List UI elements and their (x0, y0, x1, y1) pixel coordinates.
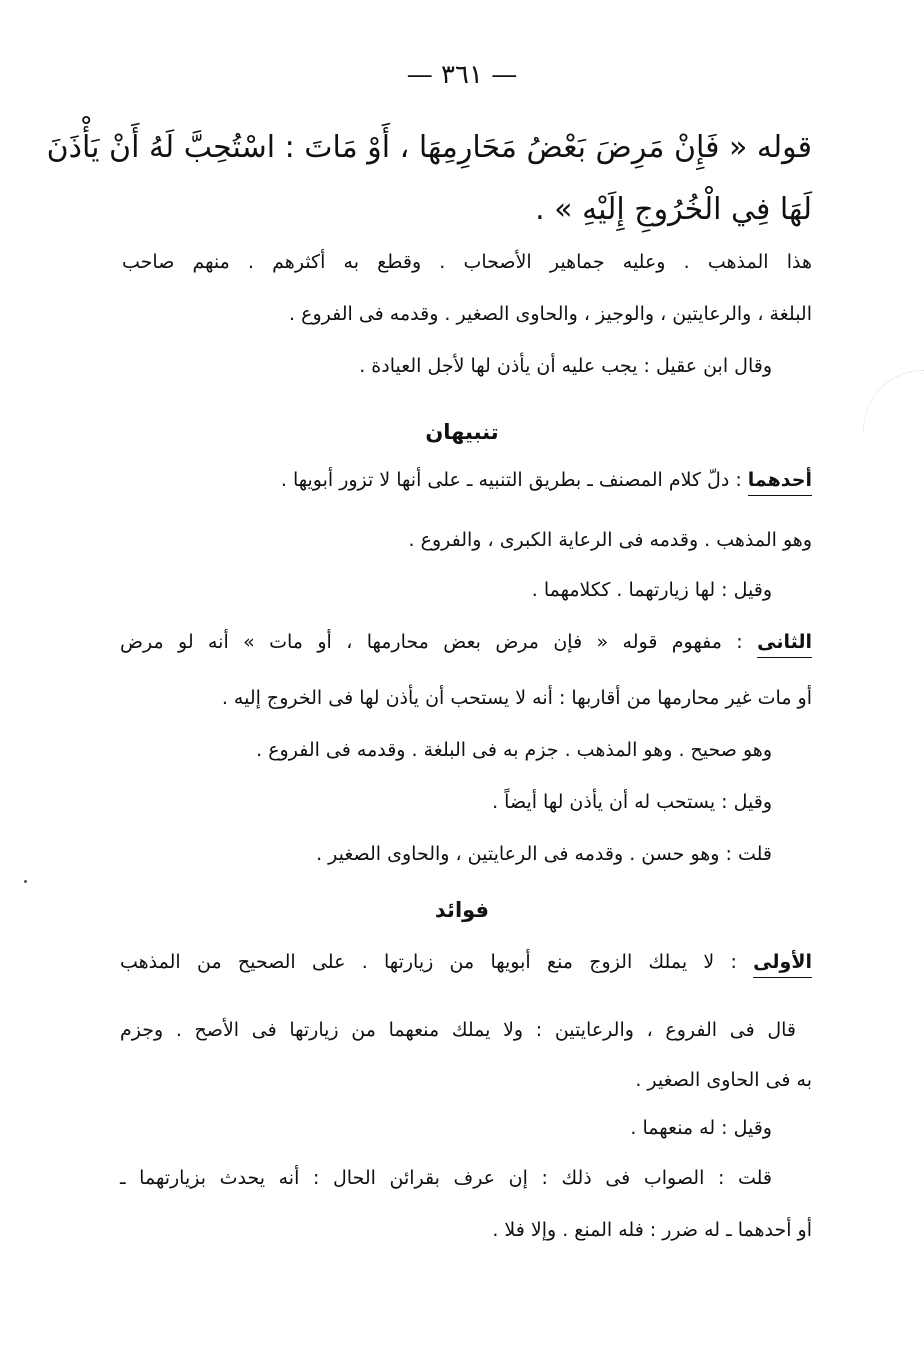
note-2-line-2: أو مات غير محارمها من أقاربها : أنه لا يستحب أن يأذن لها فى الخروج إليه . (221, 687, 812, 709)
scan-artifact (863, 370, 924, 431)
page-number: — ٣٦١ — (406, 60, 518, 90)
heading-tanbihan: تنبيهان (425, 420, 499, 444)
heading-fawaid: فوائد (434, 898, 490, 922)
commentary-line-2: البلغة ، والرعايتين ، والوجيز ، والحاوى الصغير . وقدمه فى الفروع . (289, 303, 812, 325)
benefit-1-line-2: قال فى الفروع ، والرعايتين : ولا يملك منعهما من زيارتها فى الأصح . وجزم (120, 1019, 796, 1041)
note-1-text: : دلّ كلام المصنف ـ بطريق التنبيه ـ على أنها لا تزور أبويها . (280, 469, 748, 491)
note-2-lead: الثانى (757, 631, 812, 658)
note-2-line-1 (120, 628, 812, 656)
commentary-line-1: هذا المذهب . وعليه جماهير الأصحاب . وقطع به أكثرهم . منهم صاحب (122, 251, 812, 273)
scan-speck (24, 880, 27, 883)
note-2-text: : مفهوم قوله « فإن مرض بعض محارمها ، أو مات » أنه لو مرض (120, 631, 758, 653)
benefit-1-line-3: به فى الحاوى الصغير . (635, 1069, 812, 1091)
benefit-1-line-6: أو أحدهما ـ له ضرر : فله المنع . وإلا فلا . (492, 1219, 812, 1241)
note-2-line-3: وهو صحيح . وهو المذهب . جزم به فى البلغة . وقدمه فى الفروع . (256, 739, 772, 761)
benefit-1-line-4: وقيل : له منعهما . (630, 1117, 772, 1139)
note-2-line-5: قلت : وهو حسن . وقدمه فى الرعايتين ، والحاوى الصغير . (316, 843, 772, 865)
note-1-line-3: وقيل : لها زيارتهما . ككلامهما . (531, 579, 772, 601)
benefit-1-line-5: قلت : الصواب فى ذلك : إن عرف بقرائن الحال : أنه يحدث بزيارتهما ـ (120, 1167, 772, 1189)
commentary-line-3: وقال ابن عقيل : يجب عليه أن يأذن لها لأجل العيادة . (359, 355, 772, 377)
main-text-line-1: قوله « فَإِنْ مَرِضَ بَعْضُ مَحَارِمِهَا ، أَوْ مَاتَ : اسْتُحِبَّ لَهُ أَنْ يَأْذَنَ (46, 130, 812, 165)
benefit-1-line-1 (120, 948, 812, 976)
benefit-1-lead: الأولى (753, 951, 812, 978)
note-1-line-1 (112, 466, 812, 494)
note-1-lead: أحدهما (748, 469, 812, 496)
note-1-line-2: وهو المذهب . وقدمه فى الرعاية الكبرى ، والفروع . (408, 529, 812, 551)
benefit-1-text: : لا يملك الزوج منع أبويها من زيارتها . على الصحيح من المذهب (120, 951, 754, 973)
note-2-line-4: وقيل : يستحب له أن يأذن لها أيضاً . (492, 791, 772, 813)
main-text-line-2: لَهَا فِي الْخُرُوجِ إِلَيْهِ » . (535, 192, 812, 227)
